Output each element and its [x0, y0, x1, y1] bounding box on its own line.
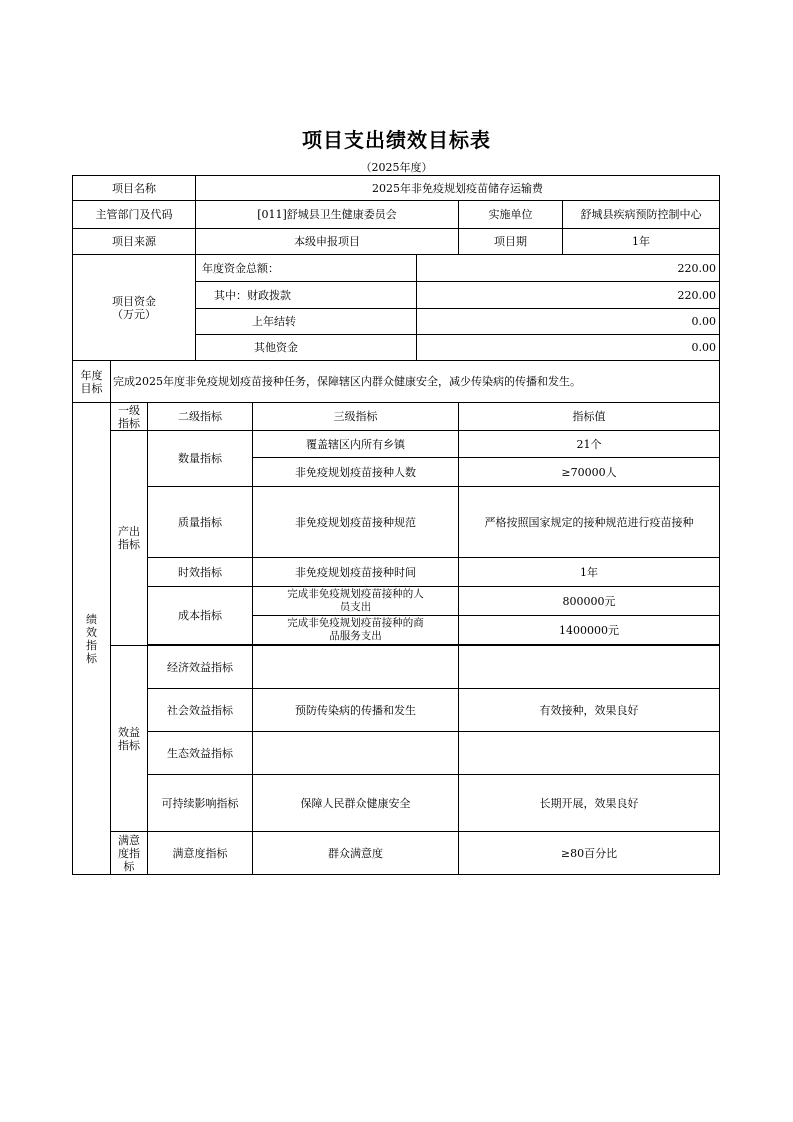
ecological-item-name [253, 732, 459, 775]
implementing-unit-value: 舒城县疾病预防控制中心 [563, 201, 720, 229]
benefit-label-line2: 指标 [118, 738, 140, 752]
year-label: （2025年度） [360, 161, 433, 174]
project-source-label: 项目来源 [73, 229, 196, 255]
funds-carryover-value: 0.00 [417, 309, 720, 335]
funds-other-value: 0.00 [417, 335, 720, 361]
section-char-1: 绩 [86, 612, 97, 626]
economic-indicator-label: 经济效益指标 [148, 646, 253, 689]
performance-indicator-section-label [73, 403, 111, 875]
implementing-unit-label: 实施单位 [459, 201, 563, 229]
timeliness-item-value: 1年 [459, 558, 720, 587]
ecological-item-value [459, 732, 720, 775]
benefit-indicator-label [111, 646, 148, 832]
cost-item-name-line1: 完成非免疫规划疫苗接种的人 [287, 588, 424, 600]
header-level1 [111, 403, 148, 431]
row-ecological [73, 732, 720, 775]
header-level3: 三级指标 [253, 403, 459, 431]
row-annual-goal [73, 361, 720, 403]
quantity-item-value: 21个 [459, 431, 720, 458]
quality-item-name: 非免疫规划疫苗接种规范 [253, 487, 459, 558]
output-indicator-label [111, 431, 148, 646]
annual-goal-label-line2: 目标 [80, 381, 103, 395]
satisfaction-indicator-label [111, 832, 148, 875]
sustainable-item-value: 长期开展，效果良好 [459, 775, 720, 832]
satisfaction-label-line2: 度指 [118, 846, 140, 860]
project-period-value: 1年 [563, 229, 720, 255]
row-satisfaction [73, 832, 720, 875]
annual-goal-text: 完成2025年度非免疫规划疫苗接种任务，保障辖区内群众健康安全，减少传染病的传播和发生。 [111, 361, 720, 403]
funds-total-label: 年度资金总额： [196, 255, 417, 282]
timeliness-indicator-label: 时效指标 [148, 558, 253, 587]
satisfaction-label-line3: 标 [123, 859, 135, 873]
annual-goal-label-line1: 年度 [80, 368, 103, 382]
satisfaction-level2: 满意度指标 [148, 832, 253, 875]
social-item-name: 预防传染病的传播和发生 [253, 689, 459, 732]
project-name-label: 项目名称 [73, 176, 196, 201]
quantity-item-name: 覆盖辖区内所有乡镇 [253, 431, 459, 458]
quality-indicator-label: 质量指标 [148, 487, 253, 558]
satisfaction-item-value: ≥80百分比 [459, 832, 720, 875]
header-level2: 二级指标 [148, 403, 253, 431]
header-level1-line1: 一级 [118, 403, 140, 417]
satisfaction-label-line1: 满意 [118, 833, 140, 847]
social-indicator-label: 社会效益指标 [148, 689, 253, 732]
quality-item-value: 严格按照国家规定的接种规范进行疫苗接种 [459, 487, 720, 558]
quantity-item-value: ≥70000人 [459, 458, 720, 487]
row-economic [73, 646, 720, 689]
row-project-source [73, 229, 720, 255]
output-label-line2: 指标 [118, 538, 140, 551]
cost-item-name [253, 587, 459, 616]
economic-item-name [253, 646, 459, 689]
funds-carryover-label: 上年结转 [196, 309, 417, 335]
funds-label [73, 255, 196, 361]
section-char-2: 效 [86, 625, 97, 639]
sustainable-item-name: 保障人民群众健康安全 [253, 775, 459, 832]
page-title: 项目支出绩效目标表 [302, 128, 491, 152]
cost-item-name-line1: 完成非免疫规划疫苗接种的商 [287, 617, 424, 629]
social-item-value: 有效接种，效果良好 [459, 689, 720, 732]
department-value: [011]舒城县卫生健康委员会 [196, 201, 459, 229]
funds-fiscal-label: 其中：财政拨款 [196, 282, 417, 309]
satisfaction-item-name: 群众满意度 [253, 832, 459, 875]
cost-item-value: 1400000元 [459, 616, 720, 645]
funds-other-label: 其他资金 [196, 335, 417, 361]
cost-item-name-line2: 品服务支出 [329, 630, 382, 642]
cost-item-value: 800000元 [459, 587, 720, 616]
funds-total-value: 220.00 [417, 255, 720, 282]
funds-fiscal-value: 220.00 [417, 282, 720, 309]
funds-label-line1: 项目资金 [112, 294, 156, 308]
timeliness-item-name: 非免疫规划疫苗接种时间 [253, 558, 459, 587]
section-char-4: 标 [86, 651, 97, 665]
quantity-item-name: 非免疫规划疫苗接种人数 [253, 458, 459, 487]
project-period-label: 项目期 [459, 229, 563, 255]
project-source-value: 本级申报项目 [196, 229, 459, 255]
row-timeliness [73, 558, 720, 587]
sustainable-indicator-label: 可持续影响指标 [148, 775, 253, 832]
economic-item-value [459, 646, 720, 689]
ecological-indicator-label: 生态效益指标 [148, 732, 253, 775]
performance-table [72, 175, 720, 875]
department-label: 主管部门及代码 [73, 201, 196, 229]
row-funds-total [73, 255, 720, 282]
benefit-label-line1: 效益 [118, 725, 140, 739]
row-social [73, 689, 720, 732]
cost-indicator-label: 成本指标 [148, 587, 253, 645]
row-indicator-header [73, 403, 720, 431]
row-project-name [73, 176, 720, 201]
row-quantity-1 [73, 431, 720, 458]
header-value: 指标值 [459, 403, 720, 431]
row-quality [73, 487, 720, 558]
project-name-value: 2025年非免疫规划疫苗储存运输费 [196, 176, 720, 201]
section-char-3: 指 [86, 638, 97, 652]
annual-goal-label [73, 361, 111, 403]
row-cost-1 [73, 587, 720, 616]
header-level1-line2: 指标 [118, 416, 140, 430]
row-department [73, 201, 720, 229]
quantity-indicator-label: 数量指标 [148, 431, 253, 487]
row-sustainable [73, 775, 720, 832]
output-label-line1: 产出 [118, 525, 140, 538]
funds-label-line2: （万元） [112, 307, 156, 321]
cost-item-name [253, 616, 459, 645]
cost-item-name-line2: 员支出 [339, 601, 372, 613]
